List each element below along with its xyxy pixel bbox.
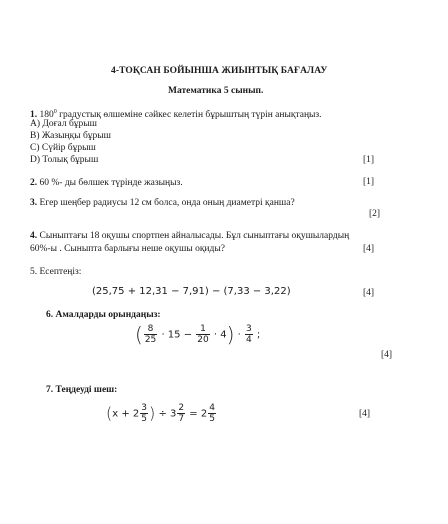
- fraction: $\frac{8}{25}$: [144, 324, 157, 345]
- marks-q2: [1]: [363, 177, 375, 187]
- question-number: 2.: [30, 178, 38, 188]
- question-4: [30, 230, 349, 242]
- left-paren: (: [135, 322, 143, 347]
- question-2: [30, 177, 183, 189]
- marks-q4: [4]: [363, 244, 375, 254]
- q6-operator: ·: [234, 329, 244, 341]
- question-text: 180: [37, 110, 54, 121]
- left-paren: (: [106, 403, 113, 423]
- question-number: 3.: [30, 198, 38, 208]
- fraction: $\frac{1}{20}$: [197, 324, 209, 345]
- question-text-rest: градустық өлшеміне сәйкес келетін бұрыштың түрін анықтаңыз.: [56, 110, 322, 121]
- fraction: $\frac{4}{5}$: [209, 403, 215, 424]
- option-c: C) Сүйір бұрыш: [30, 143, 96, 153]
- question-number: 1.: [30, 110, 38, 121]
- marks-q3: [2]: [369, 209, 381, 219]
- question-7-label: 7. Теңдеуді шеш:: [46, 385, 118, 395]
- right-paren: ): [149, 403, 156, 423]
- question-text: Сыныптағы 18 оқушы спортпен айналысады. Бұл сыныптағы оқушылардың: [37, 231, 350, 241]
- marks-q6: [4]: [381, 350, 393, 360]
- q6-expression: [135, 324, 260, 345]
- question-4-line2: 60%-ы . Сыныпта барлығы неше оқушы оқиды?: [30, 244, 225, 254]
- question-text: Егер шеңбер радиусы 12 см болса, онда оның диаметрі қанша?: [37, 198, 295, 208]
- question-number: 4.: [30, 231, 38, 241]
- q7-operator: ÷ 3: [155, 408, 177, 420]
- marks-q5: [4]: [363, 288, 375, 298]
- fraction: $\frac{3}{5}$: [141, 403, 148, 424]
- q7-x-part: x + 2: [112, 408, 140, 420]
- option-b: B) Жазыңқы бұрыш: [30, 131, 111, 141]
- fraction: $\frac{2}{7}$: [178, 403, 185, 424]
- q6-end: ;: [253, 329, 261, 341]
- q7-equation: [106, 403, 217, 424]
- right-paren: ): [226, 322, 235, 347]
- degree-superscript: 0: [53, 109, 57, 115]
- page-subtitle: Математика 5 сынып.: [168, 86, 264, 96]
- question-3: [30, 197, 295, 209]
- fraction: $\frac{3}{4}$: [245, 324, 252, 345]
- option-a: A) Доғал бұрыш: [30, 119, 97, 129]
- marks-q1: [1]: [363, 155, 375, 165]
- question-5-label: 5. Есептеңіз:: [30, 267, 82, 277]
- question-text: 60 %- ды бөлшек түрінде жазыңыз.: [37, 178, 183, 188]
- page-title: 4-ТОҚСАН БОЙЫНША ЖИЫНТЫҚ БАҒАЛАУ: [111, 66, 328, 76]
- q6-operator: · 15 −: [158, 329, 196, 341]
- q6-operator: · 4: [210, 329, 227, 341]
- question-6-label: 6. Амалдарды орындаңыз:: [46, 310, 161, 320]
- marks-q7: [4]: [359, 409, 371, 419]
- q5-expression: (25,75 + 12,31 − 7,91) − (7,33 − 3,22): [92, 286, 291, 297]
- option-d: D) Толық бұрыш: [30, 155, 99, 165]
- q7-equals: = 2: [186, 408, 208, 420]
